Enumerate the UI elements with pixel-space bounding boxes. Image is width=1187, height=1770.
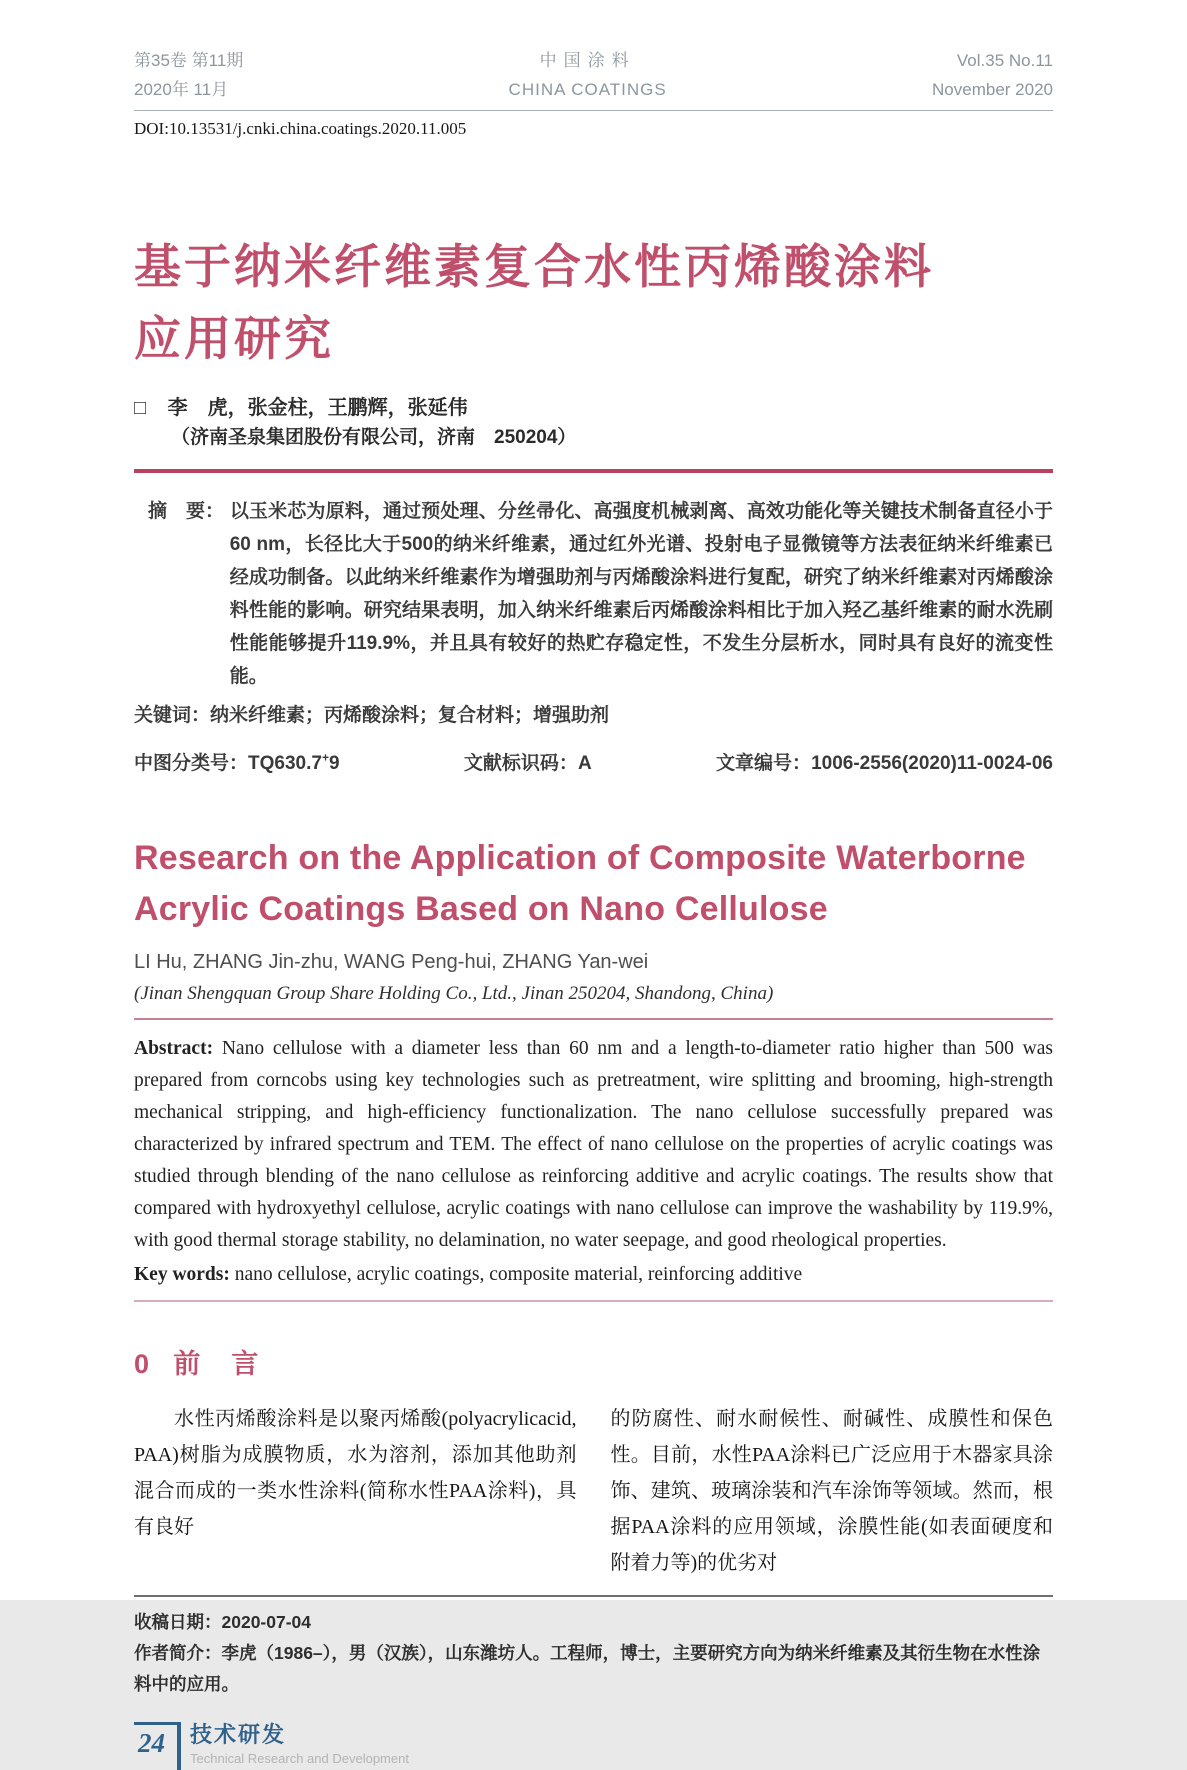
divider-accent xyxy=(134,469,1053,473)
journal-name xyxy=(509,46,667,104)
affiliation-en: (Jinan Shengquan Group Share Holding Co., Ltd., Jinan 250204, Shandong, China) xyxy=(134,983,774,1004)
document-code: 文献标识码：A xyxy=(463,753,592,774)
article-title-cn-line2: 应用研究 xyxy=(134,312,334,365)
footer-section-cn: 技术研发 xyxy=(190,1722,287,1747)
body-text-left: 水性丙烯酸涂料是以聚丙烯酸(polyacrylicacid, PAA)树脂为成膜物质，水为溶剂，添加其他助剂混合而成的一类水性涂料(简称水性PAA涂料)，具有良好 xyxy=(134,1408,577,1538)
author-bio: 作者简介：李虎（1986–），男（汉族），山东潍坊人。工程师，博士，主要研究方向为纳米纤维素及其衍生物在水性涂料中的应用。 xyxy=(134,1643,1041,1694)
date-en: November 2020 xyxy=(932,80,1053,99)
body-column-left xyxy=(134,1401,577,1581)
article-id: 文章编号：1006-2556(2020)11-0024-06 xyxy=(716,753,1053,774)
journal-name-en: CHINA COATINGS xyxy=(508,80,667,99)
abstract-en-label: Abstract: xyxy=(134,1038,214,1059)
page-footer xyxy=(134,1722,1053,1770)
abstract-cn xyxy=(148,495,1053,693)
authors-cn-row xyxy=(134,393,1053,423)
article-title-en-line2: Acrylic Coatings Based on Nano Cellulose xyxy=(134,890,828,928)
keywords-en xyxy=(134,1259,1053,1291)
abstract-cn-label: 摘 要： xyxy=(148,501,225,522)
article-title-en-line1: Research on the Application of Composite Waterborne xyxy=(134,839,1026,877)
journal-issue-cn xyxy=(134,46,243,104)
keywords-en-text: nano cellulose, acrylic coatings, composite material, reinforcing additive xyxy=(229,1264,803,1285)
abstract-cn-text: 以玉米芯为原料，通过预处理、分丝帚化、高强度机械剥离、高效功能化等关键技术制备直径小于60 nm，长径比大于500的纳米纤维素，通过红外光谱、投射电子显微镜等方法表征纳米纤维素已经成功制备。以此纳米纤维素作为增强助剂与丙烯酸涂料进行复配，研究了纳米纤维素对丙烯酸涂料性能的影响。研究结果表明，加入纳米纤维素后丙烯酸涂料相比于加入羟乙基纤维素的耐水洗刷性能能够提升119.9%，并且具有较好的热贮存稳定性，不发生分层析水，同时具有良好的流变性能。 xyxy=(229,501,1053,687)
volume-issue-cn: 第35卷 第11期 xyxy=(134,51,244,70)
abstract-en-text: Nano cellulose with a diameter less than 60 nm and a length-to-diameter ratio higher than 500 was prepared from corncobs using key technologies such as pretreatment, wire splitting and brooming, high-strength mechanical stripping, and high-efficiency functionalization. The nano cellulose successfully prepared was characterized by infrared spectrum and TEM. The effect of nano cellulose on the properties of acrylic coatings was studied through blending of the nano cellulose as reinforcing additive and acrylic coatings. The results show that compared with hydroxyethyl cellulose, acrylic coatings with nano cellulose can improve the washability by 119.9%, with good thermal storage stability, no delamination, no water seepage, and good rheological properties. xyxy=(134,1038,1053,1251)
page-number: 24 xyxy=(134,1722,177,1759)
divider-pink-light xyxy=(134,1300,1053,1302)
clc-number: 中图分类号：TQ630.7+9 xyxy=(134,750,340,774)
section-title: 前 言 xyxy=(173,1349,261,1379)
keywords-cn-text: 纳米纤维素；丙烯酸涂料；复合材料；增强助剂 xyxy=(210,705,610,726)
footer-section xyxy=(181,1722,409,1766)
keywords-en-label: Key words: xyxy=(134,1264,230,1285)
author-marker-icon: □ xyxy=(134,397,147,419)
journal-issue-en xyxy=(932,46,1053,104)
received-date: 收稿日期：2020-07-04 xyxy=(134,1612,312,1632)
abstract-en xyxy=(134,1033,1053,1257)
footer-section-en: Technical Research and Development xyxy=(190,1751,409,1766)
divider-pink xyxy=(134,1018,1053,1020)
authors-en: LI Hu, ZHANG Jin-zhu, WANG Peng-hui, ZHANG Yan-wei xyxy=(134,951,649,973)
authors-cn: 李 虎，张金柱，王鹏辉，张延伟 xyxy=(167,397,468,419)
section-number: 0 xyxy=(134,1349,150,1379)
volume-issue-en: Vol.35 No.11 xyxy=(956,51,1053,70)
keywords-cn xyxy=(134,699,1053,732)
section-heading xyxy=(134,1342,1053,1381)
classification-row xyxy=(134,748,1053,775)
journal-name-cn: 中国涂料 xyxy=(539,51,636,70)
affiliation-cn: （济南圣泉集团股份有限公司，济南 250204） xyxy=(171,427,577,448)
keywords-cn-label: 关键词： xyxy=(134,705,211,726)
body-text-right: 的防腐性、耐水耐候性、耐碱性、成膜性和保色性。目前，水性PAA涂料已广泛应用于木器家具涂饰、建筑、玻璃涂装和汽车涂饰等领域。然而，根据PAA涂料的应用领域，涂膜性能(如表面硬度和附着力等)的优劣对 xyxy=(610,1408,1053,1574)
article-title-cn-line1: 基于纳米纤维素复合水性丙烯酸涂料 xyxy=(134,240,934,293)
date-cn: 2020年 11月 xyxy=(134,80,229,99)
footnote-divider xyxy=(134,1595,1053,1597)
body-column-right xyxy=(611,1401,1054,1581)
article-title-en xyxy=(134,833,1053,935)
journal-header xyxy=(134,46,1053,111)
doi-line: DOI:10.13531/j.cnki.china.coatings.2020.11.005 xyxy=(134,119,467,138)
article-title-cn xyxy=(134,231,1053,375)
body-columns xyxy=(134,1401,1053,1581)
clc-superscript: + xyxy=(321,750,329,765)
footnote-block xyxy=(134,1607,1053,1700)
